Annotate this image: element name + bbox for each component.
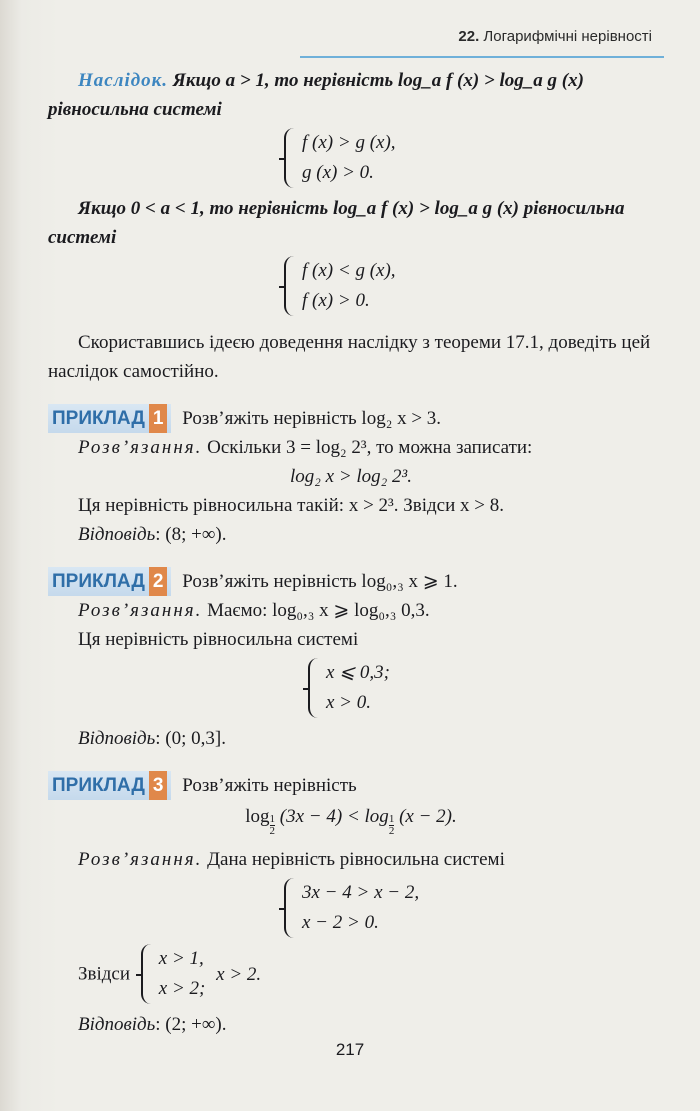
answer-value: : (8; +∞). [155,524,227,545]
answer-value: : (0; 0,3]. [155,728,226,749]
system-line: x > 0. [326,692,372,713]
hence-result: x > 2. [216,963,262,985]
example1-task-line [48,404,654,433]
answer-value: : (2; +∞). [155,1014,227,1035]
example2-task: Розв’яжіть нерівність log₀,₃ x ⩾ 1. [182,571,458,592]
example1-line2: Ця нерівність рівносильна такій: x > 2³. Звідси x > 8. [78,495,504,516]
system-line: f (x) > g (x), [302,132,396,153]
answer-label: Відповідь [78,728,156,749]
example-number: 3 [149,771,168,800]
example1-solution [48,433,654,462]
example1-answer [48,520,654,549]
system-brace [284,878,296,938]
example3-task-line [48,771,654,800]
example-number: 1 [149,404,168,433]
system-line: 3x − 4 > x − 2, [302,882,420,903]
example-badge: ПРИКЛАД 2 [48,567,171,596]
solution-label: Розв’язання. [78,437,203,458]
example2-solution [48,596,654,625]
example3-hence [78,944,654,1004]
example-badge: ПРИКЛАД 3 [48,771,171,800]
example2-system [308,658,654,718]
system-line: f (x) > 0. [302,290,370,311]
answer-label: Відповідь [78,1014,156,1035]
corollary-note: Скориставшись ідеєю доведення наслідку з теореми 17.1, доведіть цей наслідок самостійно. [48,332,651,382]
chapter-title: Логарифмічні нерівності [483,28,652,45]
hence-label: Звідси [78,963,131,985]
corollary-system-1 [284,128,654,188]
corollary-text-2: Якщо 0 < a < 1, то нерівність log_a f (x) > log_a g (x) рівносильна системі [48,198,625,248]
example-number: 2 [149,567,168,596]
corollary-system-2 [284,256,654,316]
running-header [320,28,652,45]
example1-task: Розв’яжіть нерівність log₂ x > 3. [182,408,442,429]
page-content [48,66,654,1039]
example1-formula: log₂ x > log₂ 2³. [290,466,412,487]
header-rule [300,56,664,58]
solution-text: Маємо: log₀,₃ x ⩾ log₀,₃ 0,3. [207,600,430,621]
answer-label: Відповідь [78,524,156,545]
corollary-statement-1 [48,66,654,124]
corollary-statement-2 [48,194,654,252]
example3-solution [48,845,654,874]
page-number: 217 [335,1040,365,1059]
system-line: g (x) > 0. [302,162,374,183]
system-line: x − 2 > 0. [302,912,379,933]
example2-answer [48,724,654,753]
example-badge: ПРИКЛАД 1 [48,404,171,433]
system-brace [284,256,296,316]
system-line: f (x) < g (x), [302,260,396,281]
system-line: x > 1, [158,948,204,969]
example3-task: Розв’яжіть нерівність [182,775,357,796]
example3-answer [48,1010,654,1039]
example2-task-line [48,567,654,596]
system-brace [284,128,296,188]
solution-text: Оскільки 3 = log₂ 2³, то можна записати: [207,437,533,458]
system-line: x > 2; [158,978,206,999]
solution-label: Розв’язання. [78,600,203,621]
solution-label: Розв’язання. [78,849,203,870]
system-brace [308,658,320,718]
chapter-number: 22. [458,28,480,45]
example2-line2: Ця нерівність рівносильна системі [78,629,359,650]
corollary-text-1: Якщо a > 1, то нерівність log_a f (x) > log_a g (x) рівносильна системі [48,70,584,120]
system-line: x ⩽ 0,3; [326,662,390,683]
system-brace [141,944,153,1004]
example3-formula: log $\frac{1}{2}$ (3x − 4) < log $\frac{1}{2}$ (x − 2). [245,806,457,837]
log-base-fraction: $\frac{1}{2}$ [269,813,276,837]
log-base-fraction: $\frac{1}{2}$ [388,813,395,837]
corollary-label: Наслідок. [78,70,169,91]
example3-system [284,878,654,938]
solution-text: Дана нерівність рівносильна системі [207,849,505,870]
